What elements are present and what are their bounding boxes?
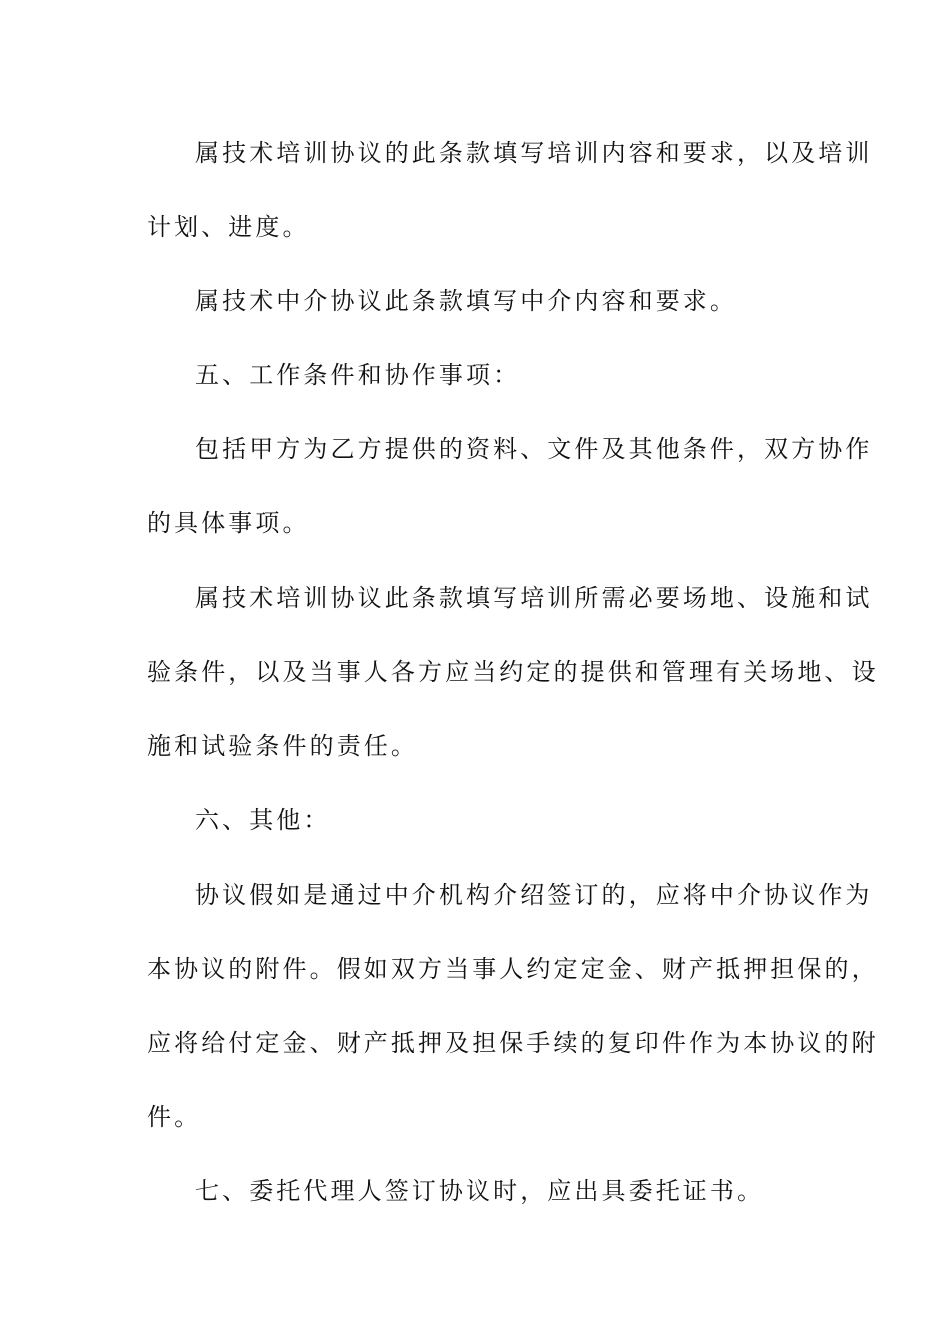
paragraph-training-site-line-1: 属技术培训协议此条款填写培训所需必要场地、设施和试 [195,584,873,612]
paragraph-training-content-line-2: 计划、进度。 [147,213,310,241]
paragraph-other-line-3: 应将给付定金、财产抵押及担保手续的复印件作为本协议的附 [147,1029,879,1057]
paragraph-training-site-line-2: 验条件，以及当事人各方应当约定的提供和管理有关场地、设 [147,658,879,686]
paragraph-other-line-4: 件。 [147,1103,202,1131]
paragraph-other-line-2: 本协议的附件。假如双方当事人约定定金、财产抵押担保的， [147,955,879,983]
paragraph-training-site-line-3: 施和试验条件的责任。 [147,732,418,760]
paragraph-training-content-line-1: 属技术培训协议的此条款填写培训内容和要求，以及培训 [195,139,873,167]
paragraph-work-conditions-line-1: 包括甲方为乙方提供的资料、文件及其他条件，双方协作 [195,435,873,463]
paragraph-work-conditions-line-2: 的具体事项。 [147,509,310,537]
paragraph-intermediary-content: 属技术中介协议此条款填写中介内容和要求。 [195,287,737,315]
paragraph-other-line-1: 协议假如是通过中介机构介绍签订的，应将中介协议作为 [195,881,873,909]
section-five-heading: 五、工作条件和协作事项： [195,361,521,389]
section-six-heading: 六、其他： [195,806,331,834]
section-seven-heading: 七、委托代理人签订协议时，应出具委托证书。 [195,1177,765,1205]
